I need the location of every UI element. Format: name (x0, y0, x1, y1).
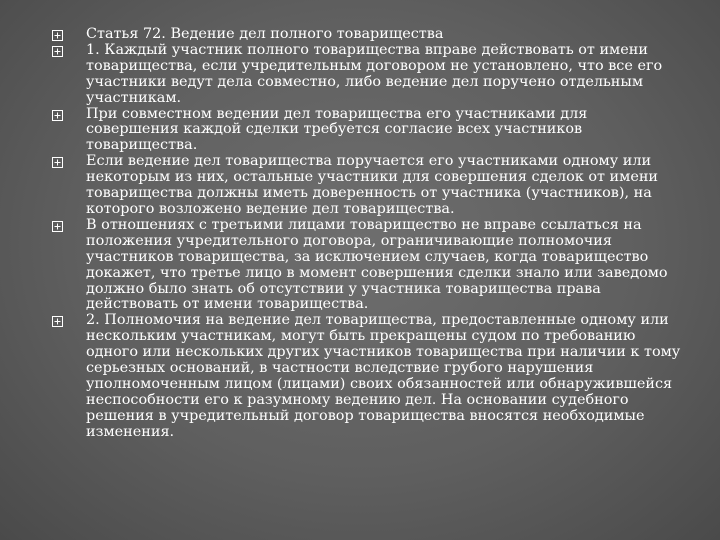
list-item (52, 154, 682, 218)
box-bullet-icon (52, 316, 63, 327)
list-item-text: Если ведение дел товарищества поручается его участниками одному или некоторым из них, остальные участники для совершения сделок от имени товарищества должны иметь доверенность от участника (участников), на которого возложено ведение дел товарищества. (86, 153, 659, 217)
list-item (52, 43, 682, 107)
list-item-text: Статья 72. Ведение дел полного товарищества (86, 26, 444, 42)
list-item-text: В отношениях с третьими лицами товарищество не вправе ссылаться на положения учредительного договора, ограничивающие полномочия участников товарищества, за исключением случаев, когда товарищество докажет, что третье лицо в момент совершения сделки знало или заведомо должно было знать об отсутствии у участника товарищества права действовать от имени товарищества. (86, 216, 668, 313)
list-item-text: 1. Каждый участник полного товарищества вправе действовать от имени товарищества, если учредительным договором не установлено, что все его участники ведут дела совместно, либо ведение дел поручено отдельным участникам. (86, 41, 663, 106)
list-item (52, 313, 682, 440)
list-item-text: При совместном ведении дел товарищества его участниками для совершения каждой сделки требуется согласие всех участников товарищества. (86, 105, 588, 154)
box-bullet-icon (52, 30, 63, 41)
bullet-list (52, 27, 682, 441)
box-bullet-icon (52, 110, 63, 121)
list-item-text: 2. Полномочия на ведение дел товарищества, предоставленные одному или нескольким участникам, могут быть прекращены судом по требованию одного или нескольких других участников товарищества при наличии к тому серьезных оснований, в частности вследствие грубого нарушения уполномоченным лицом (лицами) своих обязанностей или обнаружившейся неспособности его к разумному ведению дел. На основании судебного решения в учредительный договор товарищества вносятся необходимые изменения. (86, 312, 681, 440)
list-item (52, 218, 682, 313)
list-item (52, 107, 682, 155)
box-bullet-icon (52, 221, 63, 232)
list-item (52, 27, 682, 43)
box-bullet-icon (52, 46, 63, 57)
box-bullet-icon (52, 157, 63, 168)
